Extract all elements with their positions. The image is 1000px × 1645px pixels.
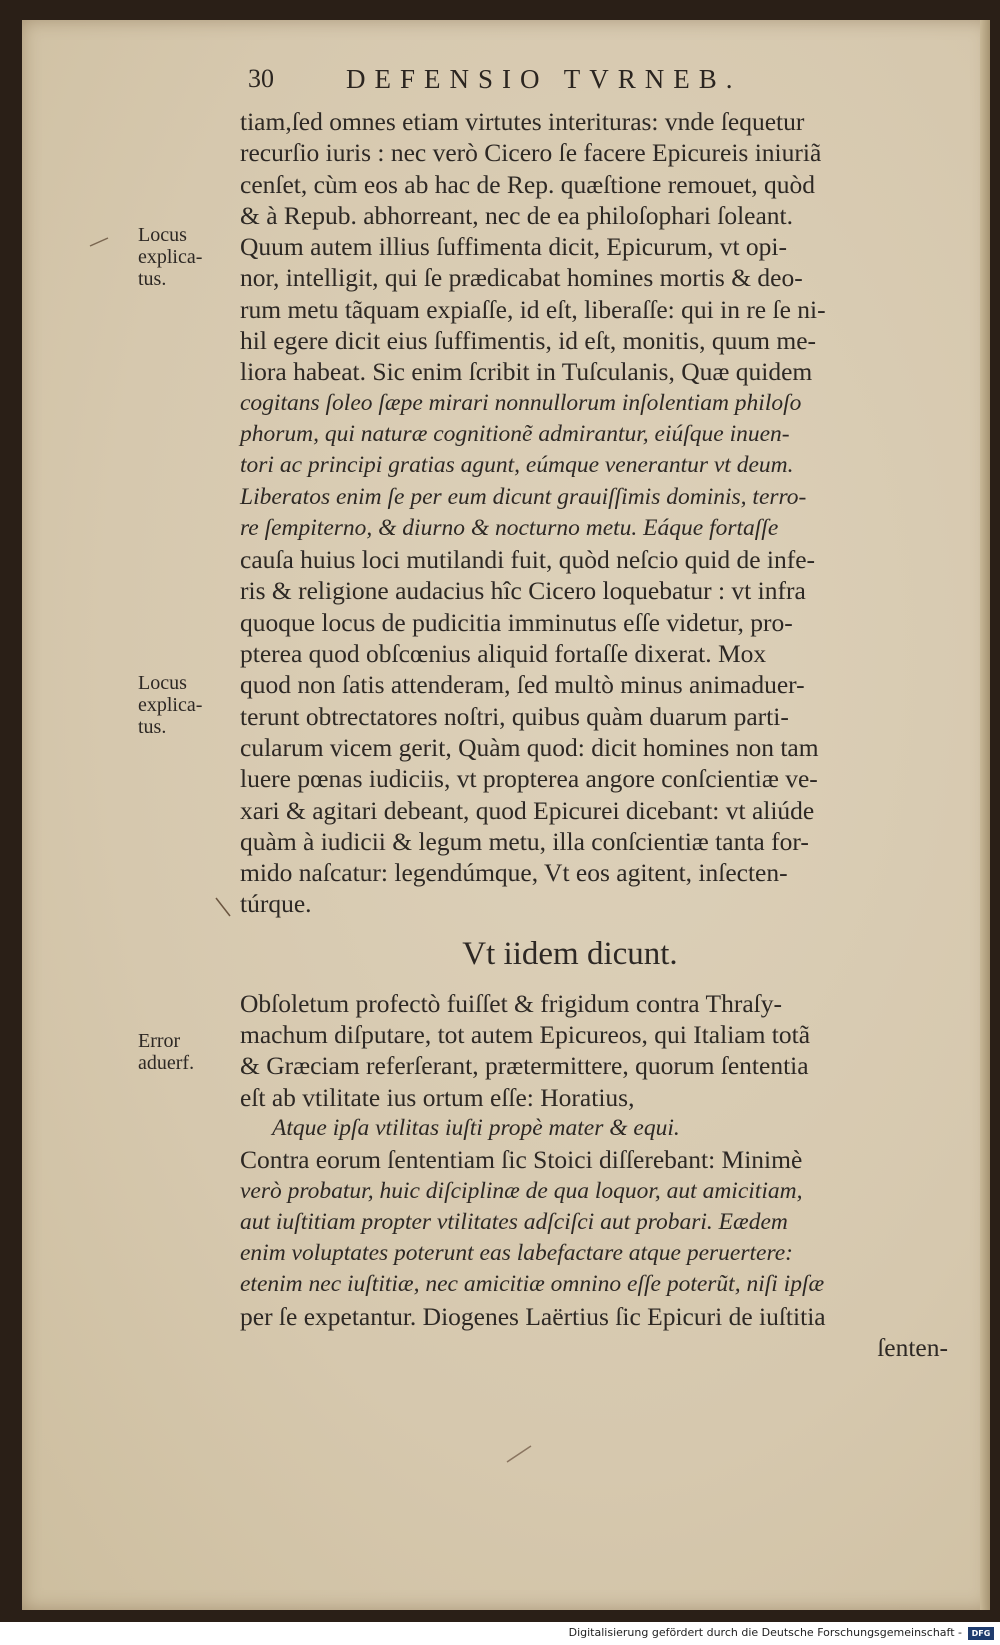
text-line: phorum, qui naturæ cognitionẽ admirantur, eiúſque inuen- bbox=[240, 420, 790, 447]
text-line: hil egere dicit eius ſuffimentis, id eſt, monitis, quum me- bbox=[240, 326, 817, 356]
margin-note-locus-explicatus-1 bbox=[138, 224, 228, 290]
margin-note-line: explica- bbox=[138, 694, 203, 716]
text-line: & à Repub. abhorreant, nec de ea philoſophari ſoleant. bbox=[240, 200, 794, 230]
text-line: cauſa huius loci mutilandi fuit, quòd neſcio quid de infe- bbox=[240, 545, 816, 575]
text-line: cenſet, cùm eos ab hac de Rep. quæſtione remouet, quòd bbox=[240, 169, 815, 199]
text-line: terunt obtrectatores noſtri, quibus quàm duarum parti- bbox=[240, 701, 789, 731]
margin-note-line: tus. bbox=[138, 716, 167, 738]
text-line: ſenten- bbox=[877, 1332, 948, 1362]
margin-note-line: Error bbox=[138, 1030, 181, 1052]
text-line: quoque locus de pudicitia imminutus eſſe videtur, pro- bbox=[240, 607, 793, 637]
page-number: 30 bbox=[248, 64, 274, 93]
text-line: Quum autem illius ſuffimenta dicit, Epicurum, vt opi- bbox=[240, 232, 787, 262]
ink-mark bbox=[214, 896, 234, 918]
text-line: re ſempiterno, & diurno & nocturno metu. Eáque fortaſſe bbox=[240, 514, 779, 541]
text-line: machum diſputare, tot autem Epicureos, qui Italiam totã bbox=[240, 1020, 811, 1050]
margin-note-line: aduerf. bbox=[138, 1052, 195, 1074]
text-line: etenim nec iuſtitiæ, nec amicitiæ omnino eſſe poterũt, niſi ipſæ bbox=[240, 1271, 825, 1298]
text-line: túrque. bbox=[240, 889, 312, 919]
text-line: tori ac principi gratias agunt, eúmque venerantur vt deum. bbox=[240, 452, 794, 479]
text-line: enim voluptates poterunt eas labefactare atque peruertere: bbox=[240, 1240, 793, 1267]
text-line: xari & agitari debeant, quod Epicurei dicebant: vt aliúde bbox=[240, 795, 815, 825]
text-line: rum metu tãquam expiaſſe, id eſt, liberaſſe: qui in re ſe ni- bbox=[240, 294, 826, 324]
page-edge bbox=[980, 20, 990, 1610]
text-line: quàm à iudicii & legum metu, illa conſcientiæ tanta for- bbox=[240, 826, 809, 856]
section-heading: Vt iidem dicunt. bbox=[462, 935, 678, 972]
text-line: ris & religione audacius hîc Cicero loquebatur : vt infra bbox=[240, 576, 806, 606]
margin-note-line: Locus bbox=[138, 224, 187, 246]
ink-mark bbox=[88, 236, 110, 248]
body-paragraphs-a bbox=[240, 106, 960, 920]
text-line: pterea quod obſcœnius aliquid fortaſſe dixerat. Mox bbox=[240, 639, 767, 669]
text-line: mido naſcatur: legendúmque, Vt eos agitent, inſecten- bbox=[240, 858, 788, 888]
running-title: DEFENSIO TVRNEB. bbox=[346, 64, 742, 94]
text-line: recurſio iuris : nec verò Cicero ſe facere Epicureis iniuriã bbox=[240, 138, 822, 168]
text-line: Obſoletum profectò fuiſſet & frigidum contra Thraſy- bbox=[240, 988, 782, 1018]
margin-note-locus-explicatus-2 bbox=[138, 672, 228, 738]
footer-credit: Digitalisierung gefördert durch die Deutsche Forschungsgemeinschaft - bbox=[568, 1626, 962, 1639]
margin-note-line: Locus bbox=[138, 672, 187, 694]
margin-note-line: explica- bbox=[138, 246, 203, 268]
text-line: per ſe expetantur. Diogenes Laërtius ſic Epicuri de iuſtitia bbox=[240, 1301, 826, 1331]
text-line: tiam,ſed omnes etiam virtutes interituras: vnde ſequetur bbox=[240, 107, 805, 136]
ink-mark bbox=[505, 1442, 533, 1464]
footer-bar bbox=[0, 1624, 1000, 1645]
text-line: & Græciam referſerant, prætermittere, quorum ſententia bbox=[240, 1051, 809, 1081]
text-line: quod non ſatis attenderam, ſed multò minus animaduer- bbox=[240, 670, 805, 700]
dfg-logo: DFG bbox=[968, 1627, 994, 1640]
text-line: eſt ab vtilitate ius ortum eſſe: Horatius, bbox=[240, 1082, 635, 1112]
page-header bbox=[248, 64, 868, 104]
text-line: Atque ipſa vtilitas iuſti propè mater & equi. bbox=[272, 1114, 680, 1141]
body-paragraphs-b bbox=[240, 988, 960, 1364]
text-line: cularum vicem gerit, Quàm quod: dicit homines non tam bbox=[240, 732, 819, 762]
text-line: aut iuſtitiam propter vtilitates adſciſci aut probari. Eædem bbox=[240, 1208, 788, 1235]
margin-note-error-aduersariorum bbox=[138, 1030, 228, 1074]
text-line: liora habeat. Sic enim ſcribit in Tuſculanis, Quæ quidem bbox=[240, 357, 813, 387]
text-line: luere pœnas iudiciis, vt propterea angore conſcientiæ ve- bbox=[240, 764, 818, 794]
text-line: Liberatos enim ſe per eum dicunt grauiſſimis dominis, terro- bbox=[240, 483, 807, 510]
text-line: nor, intelligit, qui ſe prædicabat homines mortis & deo- bbox=[240, 263, 803, 293]
text-line: verò probatur, huic diſciplinæ de qua loquor, aut amicitiam, bbox=[240, 1177, 803, 1204]
margin-note-line: tus. bbox=[138, 268, 167, 290]
text-line: Contra eorum ſententiam ſic Stoici diſſerebant: Minimè bbox=[240, 1145, 803, 1175]
body-text bbox=[240, 106, 960, 1363]
text-line: cogitans ſoleo ſæpe mirari nonnullorum inſolentiam philoſo bbox=[240, 389, 802, 416]
